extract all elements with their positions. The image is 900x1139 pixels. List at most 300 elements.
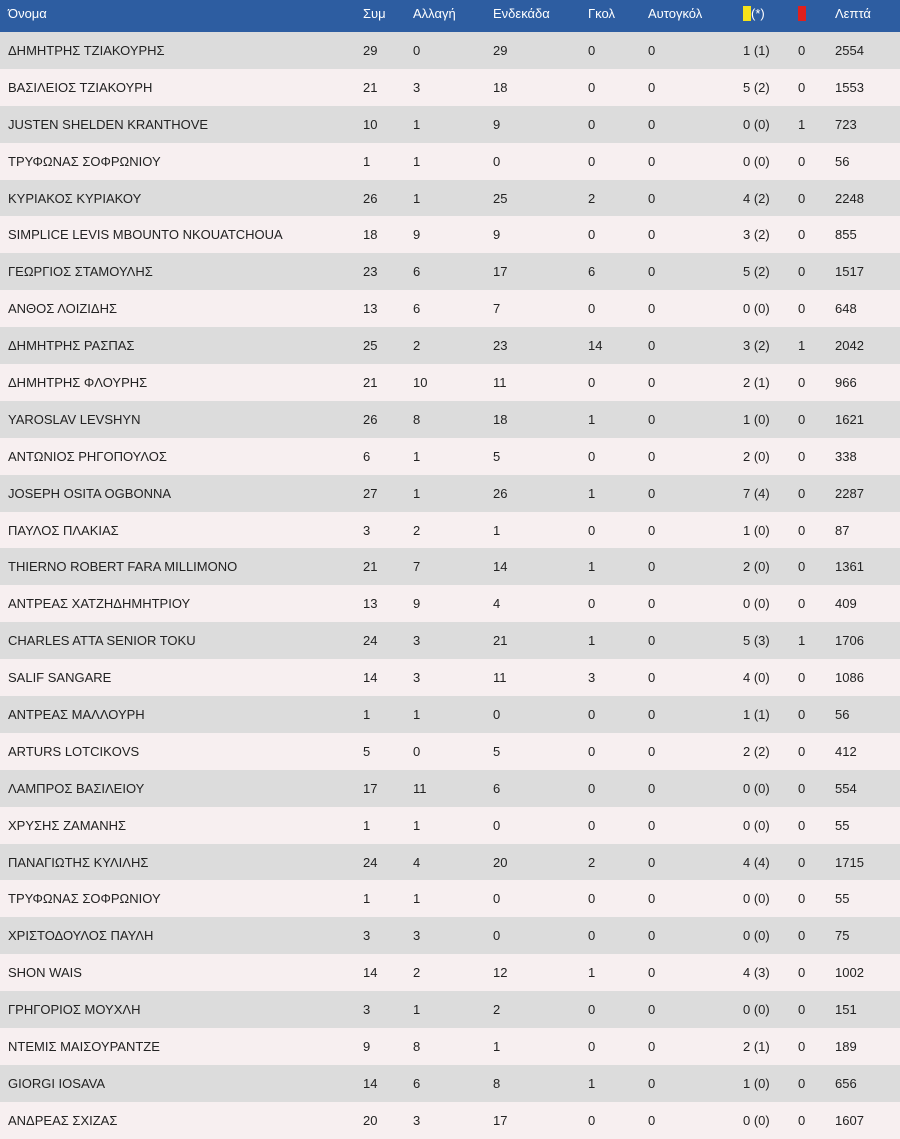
cell-yellow-cards: 0 (0) — [743, 596, 770, 612]
cell-minutes: 2042 — [835, 338, 864, 354]
cell-minutes: 1517 — [835, 264, 864, 280]
cell-starts: 23 — [493, 338, 508, 354]
cell-starts: 8 — [493, 1075, 501, 1091]
cell-red-cards: 0 — [798, 706, 806, 722]
cell-sub: 6 — [413, 301, 421, 317]
cell-apps: 3 — [363, 928, 371, 944]
cell-minutes: 554 — [835, 780, 857, 796]
cell-red-cards: 0 — [798, 1002, 806, 1018]
cell-red-cards: 0 — [798, 1038, 806, 1054]
cell-starts: 11 — [493, 670, 507, 686]
cell-apps: 20 — [363, 1112, 378, 1128]
cell-goals: 0 — [588, 1038, 596, 1054]
cell-own-goals: 0 — [648, 522, 656, 538]
cell-red-cards: 0 — [798, 374, 806, 390]
cell-sub: 3 — [413, 1112, 421, 1128]
cell-red-cards: 0 — [798, 596, 806, 612]
cell-goals: 1 — [588, 411, 596, 427]
player-name[interactable]: ΚΥΡΙΑΚΟΣ ΚΥΡΙΑΚΟΥ — [8, 190, 142, 206]
cell-yellow-cards: 4 (4) — [743, 854, 770, 870]
player-name[interactable]: JUSTEN SHELDEN KRANTHOVE — [8, 116, 209, 132]
table-row[interactable] — [0, 807, 900, 844]
table-row[interactable] — [0, 475, 900, 512]
player-name[interactable]: ΑΝΤΩΝΙΟΣ ΡΗΓΟΠΟΥΛΟΣ — [8, 448, 167, 464]
cell-starts: 1 — [493, 522, 501, 538]
player-name[interactable]: ΒΑΣΙΛΕΙΟΣ ΤΖΙΑΚΟΥΡΗ — [8, 79, 153, 95]
cell-sub: 1 — [413, 1002, 421, 1018]
cell-starts: 2 — [493, 1002, 501, 1018]
cell-red-cards: 0 — [798, 264, 806, 280]
cell-own-goals: 0 — [648, 1075, 656, 1091]
player-name[interactable]: ΑΝΤΡΕΑΣ ΜΑΛΛΟΥΡΗ — [8, 706, 145, 722]
cell-own-goals: 0 — [648, 448, 656, 464]
player-name[interactable]: SALIF SANGARE — [8, 670, 112, 686]
cell-yellow-cards: 0 (0) — [743, 780, 770, 796]
cell-goals: 0 — [588, 891, 596, 907]
cell-apps: 24 — [363, 854, 378, 870]
cell-starts: 29 — [493, 42, 508, 58]
cell-minutes: 56 — [835, 706, 850, 722]
cell-minutes: 1715 — [835, 854, 864, 870]
cell-red-cards: 0 — [798, 79, 806, 95]
player-name[interactable]: ΔΗΜΗΤΡΗΣ ΤΖΙΑΚΟΥΡΗΣ — [8, 42, 165, 58]
table-row[interactable] — [0, 69, 900, 106]
cell-red-cards: 0 — [798, 817, 806, 833]
cell-apps: 23 — [363, 264, 378, 280]
cell-yellow-cards: 7 (4) — [743, 485, 770, 501]
header-sub[interactable]: Αλλαγή — [413, 0, 493, 32]
cell-red-cards: 0 — [798, 522, 806, 538]
cell-apps: 13 — [363, 301, 378, 317]
cell-apps: 26 — [363, 411, 378, 427]
player-name[interactable]: ΤΡΥΦΩΝΑΣ ΣΟΦΡΩΝΙΟΥ — [8, 153, 161, 169]
cell-minutes: 55 — [835, 891, 850, 907]
cell-yellow-cards: 2 (1) — [743, 1038, 770, 1054]
cell-own-goals: 0 — [648, 1038, 656, 1054]
cell-sub: 1 — [413, 706, 421, 722]
cell-own-goals: 0 — [648, 301, 656, 317]
cell-red-cards: 0 — [798, 485, 806, 501]
cell-own-goals: 0 — [648, 79, 656, 95]
cell-starts: 9 — [493, 227, 501, 243]
cell-yellow-cards: 4 (3) — [743, 965, 770, 981]
cell-red-cards: 0 — [798, 1112, 806, 1128]
table-row[interactable] — [0, 327, 900, 364]
header-row — [0, 0, 900, 32]
cell-minutes: 1706 — [835, 633, 864, 649]
table-row[interactable] — [0, 659, 900, 696]
cell-yellow-cards: 4 (2) — [743, 190, 770, 206]
cell-sub: 10 — [413, 374, 428, 390]
cell-goals: 0 — [588, 522, 596, 538]
cell-minutes: 55 — [835, 817, 850, 833]
player-name[interactable]: JOSEPH OSITA OGBONNA — [8, 485, 172, 501]
cell-minutes: 855 — [835, 227, 857, 243]
cell-minutes: 2554 — [835, 42, 864, 58]
cell-sub: 3 — [413, 79, 421, 95]
cell-minutes: 1621 — [835, 411, 864, 427]
player-name[interactable]: ΑΝΘΟΣ ΛΟΙΖΙΔΗΣ — [8, 301, 118, 317]
cell-goals: 14 — [588, 338, 603, 354]
cell-starts: 26 — [493, 485, 508, 501]
cell-yellow-cards: 2 (2) — [743, 743, 770, 759]
cell-minutes: 412 — [835, 743, 857, 759]
cell-minutes: 2287 — [835, 485, 864, 501]
cell-goals: 6 — [588, 264, 596, 280]
cell-apps: 17 — [363, 780, 378, 796]
cell-own-goals: 0 — [648, 559, 656, 575]
table-row[interactable] — [0, 1028, 900, 1065]
table-row[interactable] — [0, 622, 900, 659]
cell-apps: 26 — [363, 190, 378, 206]
cell-sub: 1 — [413, 817, 421, 833]
player-name[interactable]: ΔΗΜΗΤΡΗΣ ΦΛΟΥΡΗΣ — [8, 374, 148, 390]
cell-apps: 21 — [363, 79, 378, 95]
cell-goals: 0 — [588, 596, 596, 612]
table-row[interactable] — [0, 290, 900, 327]
cell-yellow-cards: 1 (0) — [743, 411, 770, 427]
cell-own-goals: 0 — [648, 190, 656, 206]
cell-apps: 25 — [363, 338, 378, 354]
cell-minutes: 189 — [835, 1038, 857, 1054]
cell-own-goals: 0 — [648, 780, 656, 796]
cell-sub: 8 — [413, 411, 421, 427]
cell-yellow-cards: 2 (0) — [743, 448, 770, 464]
cell-starts: 0 — [493, 928, 501, 944]
table-row[interactable] — [0, 733, 900, 770]
cell-goals: 1 — [588, 559, 596, 575]
cell-red-cards: 0 — [798, 301, 806, 317]
table-row[interactable] — [0, 32, 900, 69]
cell-goals: 0 — [588, 706, 596, 722]
cell-sub: 1 — [413, 190, 421, 206]
cell-minutes: 1553 — [835, 79, 864, 95]
cell-minutes: 1002 — [835, 965, 864, 981]
cell-red-cards: 1 — [798, 116, 806, 132]
cell-sub: 0 — [413, 42, 421, 58]
cell-apps: 24 — [363, 633, 378, 649]
cell-minutes: 966 — [835, 374, 857, 390]
table-row[interactable] — [0, 438, 900, 475]
table-row[interactable] — [0, 954, 900, 991]
cell-goals: 0 — [588, 743, 596, 759]
cell-red-cards: 0 — [798, 1075, 806, 1091]
cell-yellow-cards: 5 (2) — [743, 79, 770, 95]
player-name[interactable]: ΔΗΜΗΤΡΗΣ ΡΑΣΠΑΣ — [8, 338, 135, 354]
cell-starts: 12 — [493, 965, 508, 981]
cell-own-goals: 0 — [648, 485, 656, 501]
cell-sub: 4 — [413, 854, 421, 870]
table-row[interactable] — [0, 1102, 900, 1139]
cell-goals: 0 — [588, 227, 596, 243]
cell-goals: 0 — [588, 79, 596, 95]
header-name[interactable]: Όνομα — [0, 0, 363, 32]
cell-starts: 5 — [493, 743, 501, 759]
cell-apps: 13 — [363, 596, 378, 612]
cell-yellow-cards: 0 (0) — [743, 1112, 770, 1128]
cell-own-goals: 0 — [648, 928, 656, 944]
header-minutes[interactable]: Λεπτά — [835, 0, 900, 32]
cell-own-goals: 0 — [648, 42, 656, 58]
cell-sub: 1 — [413, 116, 421, 132]
cell-red-cards: 0 — [798, 559, 806, 575]
cell-minutes: 409 — [835, 596, 857, 612]
cell-red-cards: 0 — [798, 965, 806, 981]
cell-starts: 6 — [493, 780, 501, 796]
player-name[interactable]: ΝΤΕΜΙΣ ΜΑΙΣΟΥΡΑΝΤΖΕ — [8, 1038, 160, 1054]
cell-sub: 6 — [413, 1075, 421, 1091]
cell-own-goals: 0 — [648, 706, 656, 722]
table-row[interactable] — [0, 880, 900, 917]
cell-own-goals: 0 — [648, 374, 656, 390]
cell-starts: 17 — [493, 1112, 508, 1128]
cell-yellow-cards: 3 (2) — [743, 227, 770, 243]
cell-apps: 14 — [363, 670, 378, 686]
player-name[interactable]: ARTURS LOTCIKOVS — [8, 743, 140, 759]
cell-apps: 14 — [363, 965, 378, 981]
cell-yellow-cards: 5 (3) — [743, 633, 770, 649]
cell-apps: 3 — [363, 522, 371, 538]
player-name[interactable]: ΠΑΝΑΓΙΩΤΗΣ ΚΥΛΙΛΗΣ — [8, 854, 149, 870]
cell-sub: 1 — [413, 891, 421, 907]
cell-red-cards: 1 — [798, 633, 806, 649]
cell-starts: 14 — [493, 559, 508, 575]
cell-apps: 21 — [363, 559, 378, 575]
cell-apps: 29 — [363, 42, 378, 58]
cell-apps: 1 — [363, 817, 371, 833]
header-apps[interactable]: Συμ — [363, 0, 413, 32]
cell-starts: 4 — [493, 596, 501, 612]
cell-apps: 1 — [363, 153, 371, 169]
table-row[interactable] — [0, 106, 900, 143]
cell-apps: 10 — [363, 116, 378, 132]
player-name[interactable]: ΧΡΥΣΗΣ ΖΑΜΑΝΗΣ — [8, 817, 127, 833]
cell-yellow-cards: 1 (1) — [743, 706, 770, 722]
table-row[interactable] — [0, 253, 900, 290]
table-row[interactable] — [0, 180, 900, 217]
cell-goals: 0 — [588, 448, 596, 464]
cell-red-cards: 0 — [798, 670, 806, 686]
cell-red-cards: 0 — [798, 780, 806, 796]
cell-apps: 1 — [363, 891, 371, 907]
cell-yellow-cards: 2 (1) — [743, 374, 770, 390]
cell-own-goals: 0 — [648, 891, 656, 907]
cell-starts: 20 — [493, 854, 508, 870]
cell-yellow-cards: 4 (0) — [743, 670, 770, 686]
cell-minutes: 87 — [835, 522, 850, 538]
cell-goals: 0 — [588, 1002, 596, 1018]
cell-own-goals: 0 — [648, 153, 656, 169]
cell-red-cards: 0 — [798, 448, 806, 464]
cell-yellow-cards: 0 (0) — [743, 817, 770, 833]
header-yellow-note: (*) — [751, 6, 765, 21]
cell-goals: 0 — [588, 153, 596, 169]
cell-minutes: 1086 — [835, 670, 864, 686]
player-name[interactable]: SHON WAIS — [8, 965, 82, 981]
cell-yellow-cards: 0 (0) — [743, 153, 770, 169]
cell-apps: 9 — [363, 1038, 371, 1054]
player-name[interactable]: ΓΡΗΓΟΡΙΟΣ ΜΟΥΧΛΗ — [8, 1002, 141, 1018]
cell-own-goals: 0 — [648, 1002, 656, 1018]
cell-sub: 2 — [413, 522, 421, 538]
cell-red-cards: 0 — [798, 928, 806, 944]
cell-minutes: 648 — [835, 301, 857, 317]
player-name[interactable]: ΧΡΙΣΤΟΔΟΥΛΟΣ ΠΑΥΛΗ — [8, 928, 154, 944]
cell-red-cards: 0 — [798, 854, 806, 870]
cell-own-goals: 0 — [648, 1112, 656, 1128]
cell-own-goals: 0 — [648, 116, 656, 132]
cell-starts: 25 — [493, 190, 508, 206]
table-row[interactable] — [0, 1065, 900, 1102]
yellow-card-icon — [743, 6, 751, 21]
cell-yellow-cards: 0 (0) — [743, 301, 770, 317]
cell-own-goals: 0 — [648, 670, 656, 686]
player-name[interactable]: THIERNO ROBERT FARA MILLIMONO — [8, 559, 238, 575]
cell-goals: 0 — [588, 1112, 596, 1128]
cell-red-cards: 0 — [798, 190, 806, 206]
cell-goals: 0 — [588, 374, 596, 390]
cell-yellow-cards: 1 (0) — [743, 1075, 770, 1091]
cell-own-goals: 0 — [648, 411, 656, 427]
header-starts[interactable]: Ενδεκάδα — [493, 0, 588, 32]
cell-apps: 1 — [363, 706, 371, 722]
cell-sub: 1 — [413, 485, 421, 501]
table-row[interactable] — [0, 770, 900, 807]
cell-starts: 7 — [493, 301, 501, 317]
cell-red-cards: 0 — [798, 227, 806, 243]
cell-sub: 6 — [413, 264, 421, 280]
cell-sub: 1 — [413, 448, 421, 464]
cell-yellow-cards: 3 (2) — [743, 338, 770, 354]
cell-goals: 2 — [588, 854, 596, 870]
cell-goals: 1 — [588, 633, 596, 649]
cell-own-goals: 0 — [648, 264, 656, 280]
cell-sub: 9 — [413, 596, 421, 612]
cell-apps: 18 — [363, 227, 378, 243]
player-name[interactable]: GIORGI IOSAVA — [8, 1075, 106, 1091]
cell-goals: 1 — [588, 965, 596, 981]
cell-own-goals: 0 — [648, 965, 656, 981]
table-row[interactable] — [0, 844, 900, 881]
table-row[interactable] — [0, 401, 900, 438]
player-name[interactable]: CHARLES ATTA SENIOR TOKU — [8, 633, 196, 649]
player-name[interactable]: ΑΝΔΡΕΑΣ ΣΧΙΖΑΣ — [8, 1112, 118, 1128]
cell-sub: 3 — [413, 670, 421, 686]
cell-yellow-cards: 1 (1) — [743, 42, 770, 58]
cell-goals: 3 — [588, 670, 596, 686]
table-row[interactable] — [0, 585, 900, 622]
cell-red-cards: 0 — [798, 42, 806, 58]
cell-yellow-cards: 5 (2) — [743, 264, 770, 280]
cell-minutes: 1361 — [835, 559, 864, 575]
cell-minutes: 338 — [835, 448, 857, 464]
cell-red-cards: 0 — [798, 891, 806, 907]
cell-apps: 14 — [363, 1075, 378, 1091]
cell-goals: 0 — [588, 780, 596, 796]
cell-minutes: 2248 — [835, 190, 864, 206]
cell-red-cards: 0 — [798, 411, 806, 427]
cell-sub: 2 — [413, 965, 421, 981]
cell-goals: 0 — [588, 116, 596, 132]
cell-starts: 0 — [493, 706, 501, 722]
cell-sub: 3 — [413, 928, 421, 944]
cell-goals: 0 — [588, 301, 596, 317]
cell-starts: 18 — [493, 79, 508, 95]
player-name[interactable]: ΓΕΩΡΓΙΟΣ ΣΤΑΜΟΥΛΗΣ — [8, 264, 153, 280]
table-row[interactable] — [0, 917, 900, 954]
cell-yellow-cards: 0 (0) — [743, 1002, 770, 1018]
header-own-goals[interactable]: Αυτογκόλ — [648, 0, 743, 32]
cell-sub: 3 — [413, 633, 421, 649]
cell-starts: 18 — [493, 411, 508, 427]
cell-minutes: 75 — [835, 928, 850, 944]
cell-yellow-cards: 2 (0) — [743, 559, 770, 575]
header-yellow-cards[interactable] — [743, 0, 798, 32]
cell-starts: 0 — [493, 891, 501, 907]
cell-apps: 5 — [363, 743, 371, 759]
cell-apps: 3 — [363, 1002, 371, 1018]
header-red-cards[interactable] — [798, 0, 835, 32]
table-row[interactable] — [0, 512, 900, 549]
table-row[interactable] — [0, 364, 900, 401]
cell-sub: 9 — [413, 227, 421, 243]
cell-minutes: 151 — [835, 1002, 857, 1018]
player-name[interactable]: ΛΑΜΠΡΟΣ ΒΑΣΙΛΕΙΟΥ — [8, 780, 145, 796]
table-row[interactable] — [0, 216, 900, 253]
cell-sub: 11 — [413, 780, 427, 796]
cell-goals: 1 — [588, 485, 596, 501]
cell-minutes: 723 — [835, 116, 857, 132]
table-row[interactable] — [0, 143, 900, 180]
cell-starts: 11 — [493, 374, 507, 390]
cell-own-goals: 0 — [648, 743, 656, 759]
cell-yellow-cards: 1 (0) — [743, 522, 770, 538]
cell-minutes: 1607 — [835, 1112, 864, 1128]
player-name[interactable]: YAROSLAV LEVSHYN — [8, 411, 141, 427]
cell-minutes: 656 — [835, 1075, 857, 1091]
cell-apps: 21 — [363, 374, 378, 390]
header-goals[interactable]: Γκολ — [588, 0, 648, 32]
cell-own-goals: 0 — [648, 227, 656, 243]
table-row[interactable] — [0, 991, 900, 1028]
red-card-icon — [798, 6, 806, 21]
cell-yellow-cards: 0 (0) — [743, 928, 770, 944]
player-name[interactable]: ΑΝΤΡΕΑΣ ΧΑΤΖΗΔΗΜΗΤΡΙΟΥ — [8, 596, 191, 612]
player-name[interactable]: ΤΡΥΦΩΝΑΣ ΣΟΦΡΩΝΙΟΥ — [8, 891, 161, 907]
table-body — [0, 32, 900, 1139]
cell-starts: 1 — [493, 1038, 501, 1054]
cell-sub: 2 — [413, 338, 421, 354]
cell-own-goals: 0 — [648, 596, 656, 612]
cell-sub: 7 — [413, 559, 421, 575]
player-name[interactable]: ΠΑΥΛΟΣ ΠΛΑΚΙΑΣ — [8, 522, 119, 538]
cell-sub: 0 — [413, 743, 421, 759]
cell-red-cards: 1 — [798, 338, 806, 354]
table-row[interactable] — [0, 548, 900, 585]
cell-own-goals: 0 — [648, 854, 656, 870]
cell-minutes: 56 — [835, 153, 850, 169]
cell-red-cards: 0 — [798, 743, 806, 759]
table-row[interactable] — [0, 696, 900, 733]
player-name[interactable]: SIMPLICE LEVIS MBOUNTO NKOUATCHOUA — [8, 227, 283, 243]
table-header — [0, 0, 900, 32]
cell-own-goals: 0 — [648, 633, 656, 649]
cell-own-goals: 0 — [648, 817, 656, 833]
cell-sub: 1 — [413, 153, 421, 169]
cell-starts: 5 — [493, 448, 501, 464]
cell-own-goals: 0 — [648, 338, 656, 354]
cell-goals: 1 — [588, 1075, 596, 1091]
